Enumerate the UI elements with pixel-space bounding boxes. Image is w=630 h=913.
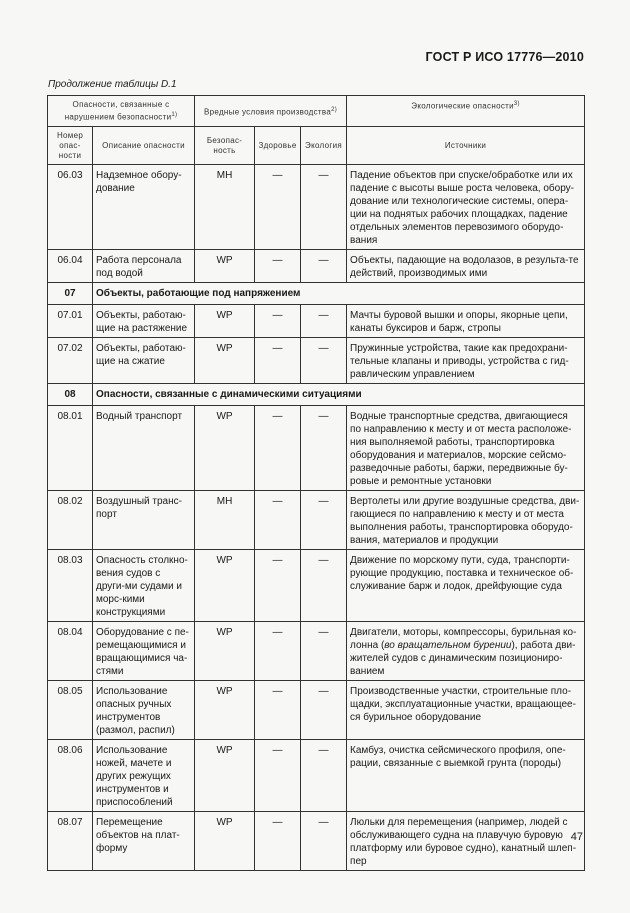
row-safety: WP	[195, 406, 255, 491]
table-row	[48, 165, 585, 250]
header-safety-hazards: Опасности, связанные с нарушением безопасности$^{1)}$	[48, 96, 195, 127]
row-ecology: —	[301, 165, 347, 250]
table-row	[48, 305, 585, 338]
row-description: Объекты, работаю-щие на сжатие	[93, 338, 195, 384]
row-sources: Движение по морскому пути, суда, транспорти-рующие продукцию, поставка и техническое об-служивание барж и лодок, дрейфующие суда	[347, 550, 585, 622]
section-number: 08	[48, 384, 93, 406]
row-safety: WP	[195, 250, 255, 283]
row-description: Объекты, работаю-щие на растяжение	[93, 305, 195, 338]
row-number: 08.04	[48, 622, 93, 681]
row-description: Воздушный транс-порт	[93, 491, 195, 550]
row-health: —	[255, 622, 301, 681]
row-ecology: —	[301, 812, 347, 871]
row-sources: Падение объектов при спуске/обработке или их падение с высоты выше роста человека, обору-дование или технологические системы, опера-ции на поднятых рабочих площадках, падение отдельных элементов перевозимого оборудо-вания	[347, 165, 585, 250]
row-number: 08.01	[48, 406, 93, 491]
row-number: 08.05	[48, 681, 93, 740]
row-description: Работа персонала под водой	[93, 250, 195, 283]
row-number: 08.07	[48, 812, 93, 871]
row-ecology: —	[301, 250, 347, 283]
row-number: 07.02	[48, 338, 93, 384]
row-sources: Вертолеты или другие воздушные средства, дви-гающиеся по направлению к месту и от места выполнения работы, транспортировка оборудо-вания, материалов и продукции	[347, 491, 585, 550]
row-safety: MH	[195, 491, 255, 550]
row-number: 06.03	[48, 165, 93, 250]
row-sources: Объекты, падающие на водолазов, в результа-те действий, производимых ими	[347, 250, 585, 283]
row-description: Водный транспорт	[93, 406, 195, 491]
table-row	[48, 812, 585, 871]
table-row	[48, 550, 585, 622]
table-continuation-caption: Продолжение таблицы D.1	[48, 79, 177, 90]
row-health: —	[255, 812, 301, 871]
row-health: —	[255, 338, 301, 384]
row-safety: WP	[195, 740, 255, 812]
row-number: 06.04	[48, 250, 93, 283]
row-description: Использование ножей, мачете и других режущих инструментов и приспособлений	[93, 740, 195, 812]
row-ecology: —	[301, 406, 347, 491]
row-health: —	[255, 681, 301, 740]
sources-italic-note: во вращательном бурении	[384, 640, 512, 651]
header-hazard-number: Номер опас-ности	[48, 127, 93, 165]
section-row	[48, 384, 585, 406]
row-sources: Производственные участки, строительные пло-щадки, эксплуатационные участки, вращающее-ся бурильное оборудование	[347, 681, 585, 740]
row-sources: Водные транспортные средства, двигающиеся по направлению к месту и от места расположе-ния выполняемой работы, транспортировка оборудования и материалов, морские сейсмо-разведочные работы, баржи, передвижные бу-ровые и ремонтные установки	[347, 406, 585, 491]
row-safety: WP	[195, 305, 255, 338]
row-sources: Мачты буровой вышки и опоры, якорные цепи, канаты буксиров и барж, стропы	[347, 305, 585, 338]
row-sources: Пружинные устройства, такие как предохрани-тельные клапаны и приводы, устройства с гид-равлическим управлением	[347, 338, 585, 384]
row-sources: Люльки для перемещения (например, людей с обслуживающего судна на плавучую буровую платформу или буровое судно), канатный шлеп-пер	[347, 812, 585, 871]
row-number: 08.06	[48, 740, 93, 812]
row-ecology: —	[301, 305, 347, 338]
table-row	[48, 622, 585, 681]
header-sources: Источники	[347, 127, 585, 165]
row-ecology: —	[301, 491, 347, 550]
row-safety: WP	[195, 550, 255, 622]
row-health: —	[255, 406, 301, 491]
row-description: Надземное обору-дование	[93, 165, 195, 250]
row-health: —	[255, 165, 301, 250]
row-ecology: —	[301, 622, 347, 681]
row-sources: Двигатели, моторы, компрессоры, бурильная ко-лонна (во вращательном бурении), работа дви-жителей судов с динамическим позициониро-ванием	[347, 622, 585, 681]
header-health: Здоровье	[255, 127, 301, 165]
row-health: —	[255, 305, 301, 338]
row-health: —	[255, 740, 301, 812]
header-ecology: Экология	[301, 127, 347, 165]
table-row	[48, 681, 585, 740]
table-row	[48, 491, 585, 550]
table-row	[48, 740, 585, 812]
section-title: Объекты, работающие под напряжением	[93, 283, 585, 305]
section-title: Опасности, связанные с динамическими ситуациями	[93, 384, 585, 406]
row-ecology: —	[301, 681, 347, 740]
row-description: Перемещение объектов на плат-форму	[93, 812, 195, 871]
row-health: —	[255, 491, 301, 550]
header-harmful-conditions: Вредные условия производства$^{2)}$	[195, 96, 347, 127]
row-number: 08.03	[48, 550, 93, 622]
row-safety: WP	[195, 338, 255, 384]
header-ecological-hazards: Экологические опасности$^{3)}$	[347, 96, 585, 127]
row-health: —	[255, 250, 301, 283]
row-safety: MH	[195, 165, 255, 250]
row-description: Использование опасных ручных инструментов (размол, распил)	[93, 681, 195, 740]
table-row	[48, 406, 585, 491]
row-safety: WP	[195, 812, 255, 871]
row-sources: Камбуз, очистка сейсмического профиля, опе-рации, связанные с выемкой грунта (породы)	[347, 740, 585, 812]
row-description: Оборудование с пе-ремещающимися и вращающимися ча-стями	[93, 622, 195, 681]
row-safety: WP	[195, 681, 255, 740]
header-safety: Безопас-ность	[195, 127, 255, 165]
table-row	[48, 338, 585, 384]
row-number: 07.01	[48, 305, 93, 338]
section-row	[48, 283, 585, 305]
row-number: 08.02	[48, 491, 93, 550]
standard-number: ГОСТ Р ИСО 17776—2010	[425, 50, 584, 64]
header-hazard-description: Описание опасности	[93, 127, 195, 165]
row-ecology: —	[301, 740, 347, 812]
row-ecology: —	[301, 338, 347, 384]
row-description: Опасность столкно-вения судов с други-ми судами и морс-кими конструкциями	[93, 550, 195, 622]
page-number: 47	[570, 831, 583, 843]
table-row	[48, 250, 585, 283]
row-safety: WP	[195, 622, 255, 681]
hazard-table	[47, 95, 585, 871]
row-health: —	[255, 550, 301, 622]
row-ecology: —	[301, 550, 347, 622]
section-number: 07	[48, 283, 93, 305]
